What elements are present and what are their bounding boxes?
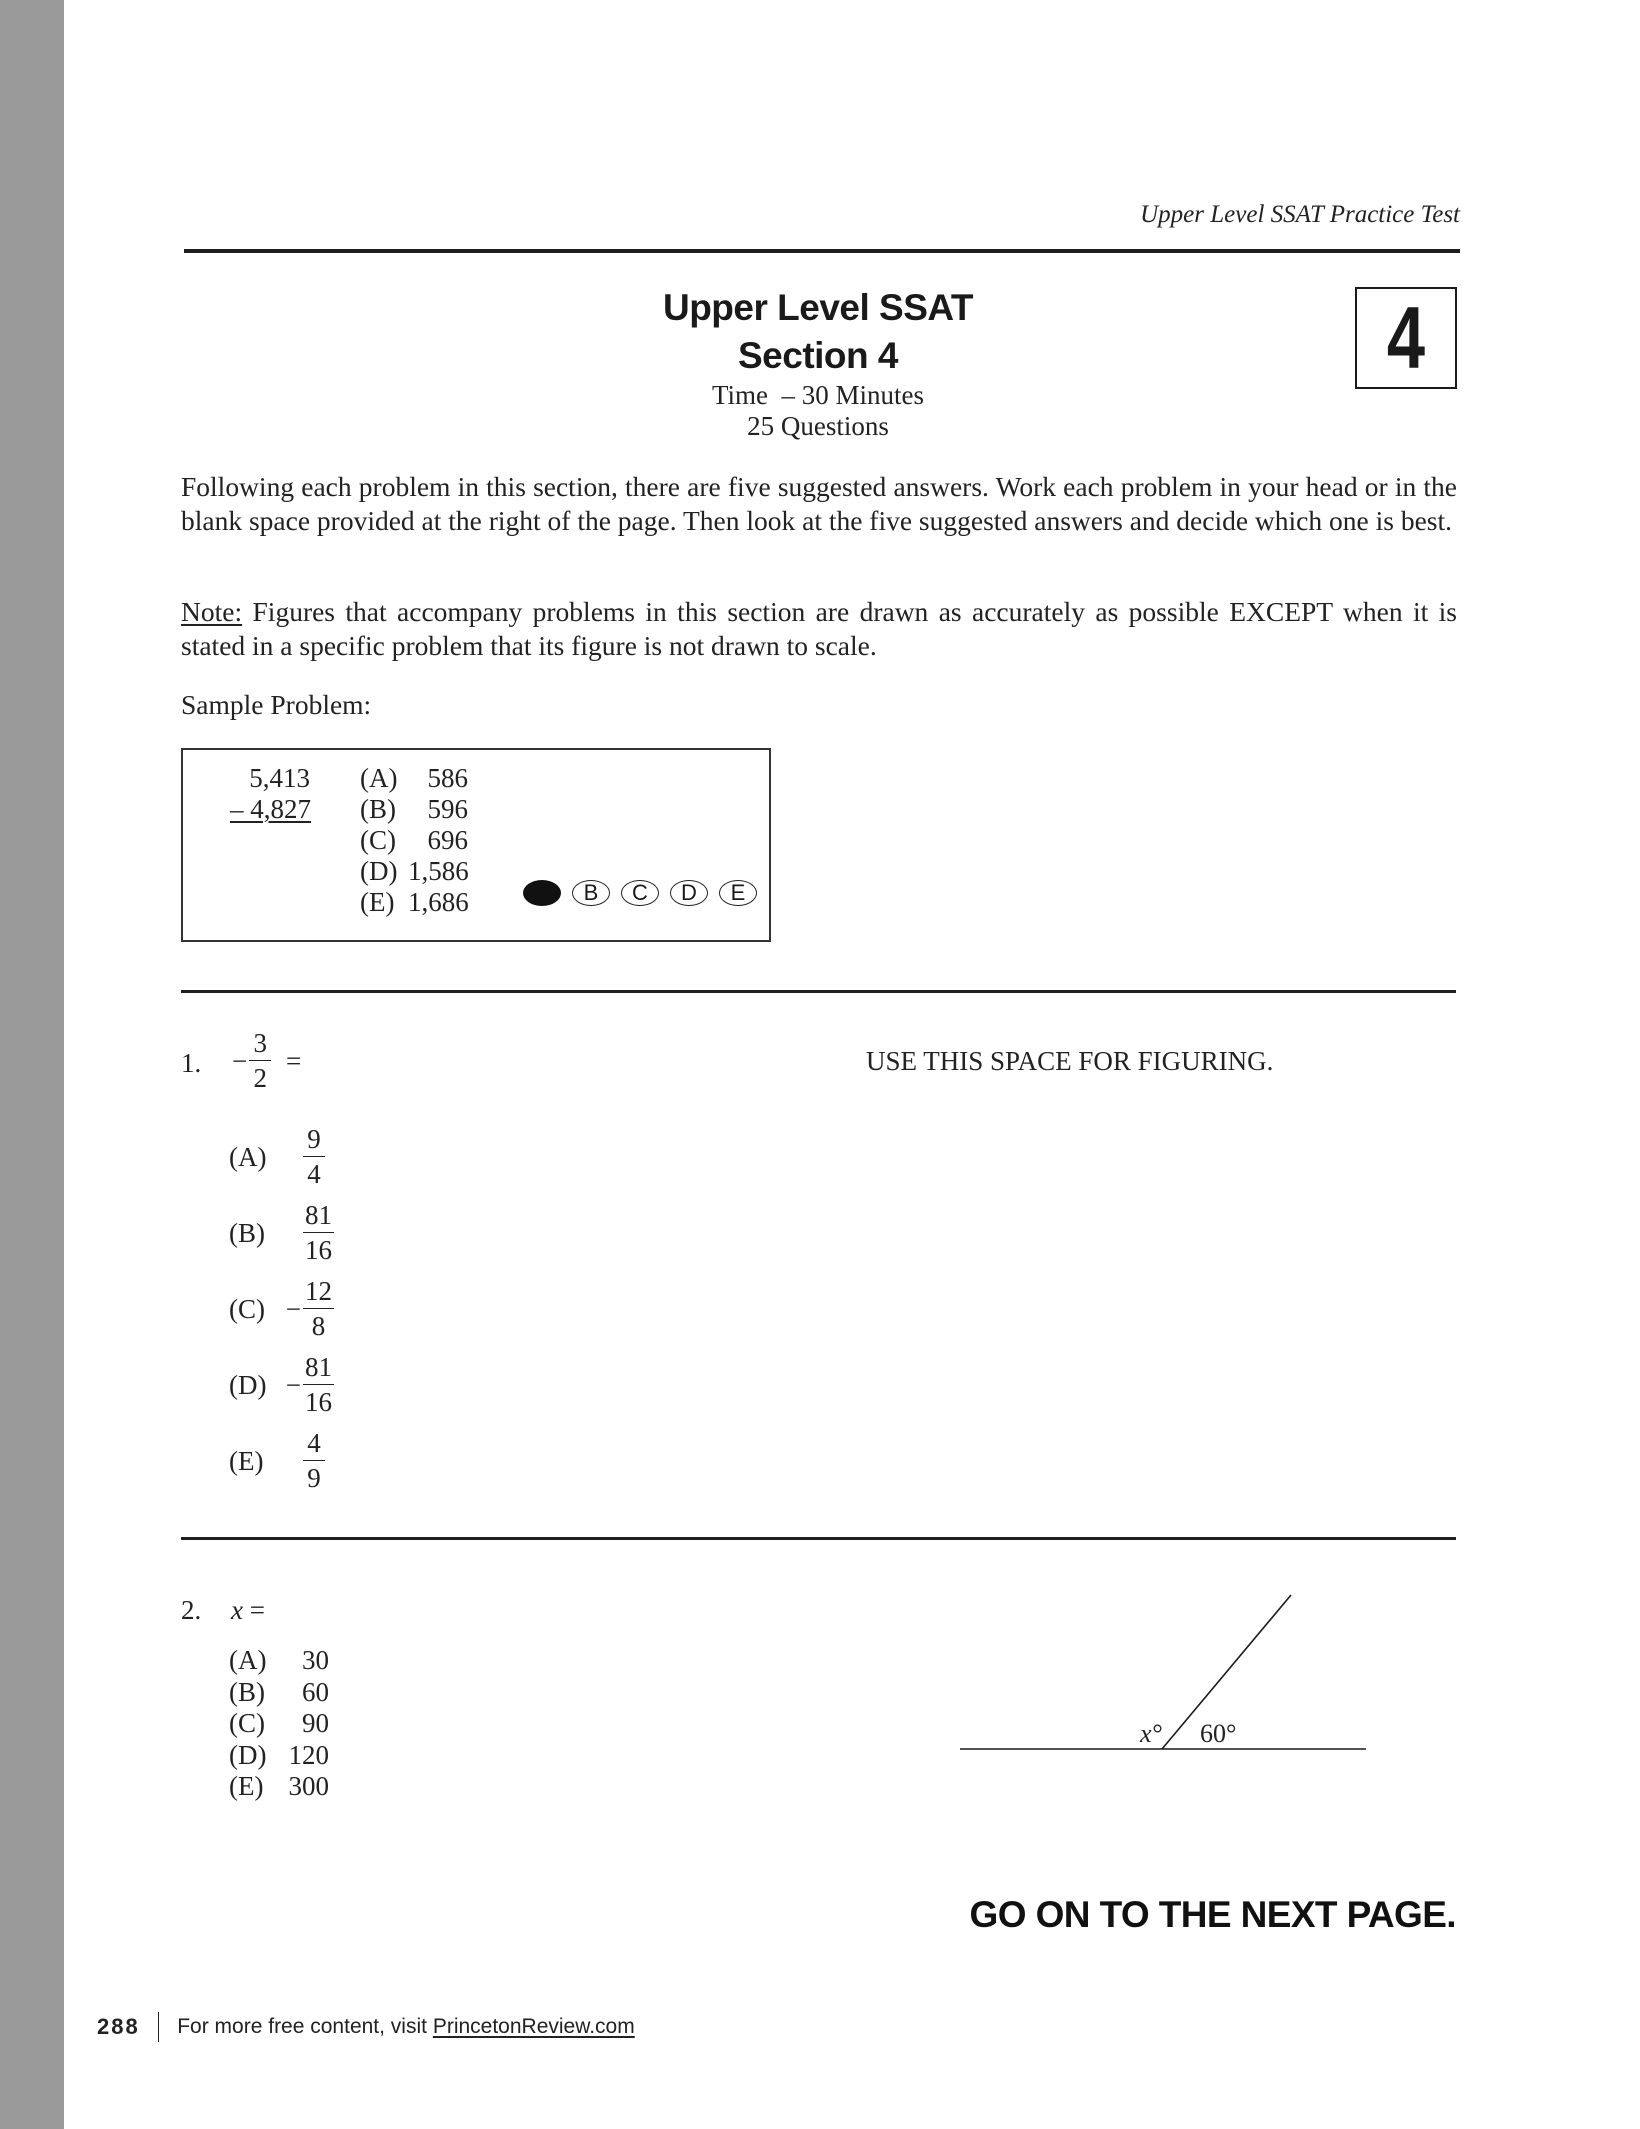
question-1-number: 1. — [181, 1048, 202, 1078]
answer-bubble-c[interactable]: C — [621, 880, 659, 906]
footer-text: For more free content, visit — [177, 2015, 433, 2038]
time-limit: Time – 30 Minutes — [711, 380, 925, 410]
answer-bubble-b[interactable]: B — [572, 880, 610, 906]
choice-value — [285, 1202, 334, 1264]
stem-sign: − — [232, 1045, 248, 1076]
choice-label: (B) — [229, 1676, 265, 1707]
sample-choice-label: (B) — [360, 794, 396, 824]
angle-figure — [950, 1585, 1370, 1765]
footer-separator — [158, 2012, 160, 2042]
stem-variable: x — [231, 1595, 243, 1625]
answer-choice[interactable] — [229, 1354, 334, 1416]
question-1-stem — [232, 1030, 301, 1092]
stem-denominator: 2 — [253, 1063, 267, 1093]
note-label: Note: — [181, 596, 243, 627]
answer-bubble-filled[interactable] — [523, 880, 561, 906]
section-number-box — [1355, 287, 1457, 389]
sample-choice-label: (A) — [360, 763, 398, 793]
choice-denominator: 16 — [305, 1235, 332, 1265]
divider-rule — [181, 990, 1456, 993]
choice-denominator: 16 — [305, 1387, 332, 1417]
choice-denominator: 4 — [307, 1159, 321, 1189]
go-on-notice: GO ON TO THE NEXT PAGE. — [969, 1894, 1456, 1935]
choice-fraction — [303, 1354, 334, 1416]
choice-label: (B) — [229, 1217, 265, 1248]
sample-choice-value: 596 — [427, 794, 468, 824]
answer-choice[interactable] — [229, 1126, 325, 1188]
choice-value — [285, 1430, 325, 1492]
choice-value: 30 — [302, 1645, 329, 1675]
running-head: Upper Level SSAT Practice Test — [1140, 201, 1460, 228]
page-edge-bar — [0, 0, 64, 2129]
choice-label: (D) — [229, 1369, 267, 1400]
choice-value: 300 — [288, 1771, 329, 1801]
sample-choice-value: 586 — [427, 763, 468, 793]
choice-numerator: 12 — [303, 1278, 334, 1309]
answer-choice[interactable] — [229, 1278, 334, 1340]
choice-value: 90 — [302, 1708, 329, 1738]
question-count: 25 Questions — [747, 411, 889, 441]
choice-fraction — [303, 1430, 325, 1492]
answer-choice[interactable] — [229, 1202, 334, 1264]
choice-denominator: 9 — [307, 1463, 321, 1493]
stem-numerator: 3 — [249, 1030, 271, 1061]
stem-equals: = — [242, 1595, 265, 1625]
sample-problem-label: Sample Problem: — [181, 689, 372, 720]
sample-choice-label: (D) — [360, 856, 398, 886]
sample-choice-value: 696 — [427, 825, 468, 855]
section-number: 4 — [1386, 288, 1426, 387]
choice-denominator: 8 — [311, 1311, 326, 1341]
instructions-paragraph: Following each problem in this section, there are five suggested answers. Work each problem in your head or in the blank space provided at the right of the page. Then look at the five suggested answers and decide which one is best. — [181, 471, 1457, 536]
choice-label: (E) — [229, 1771, 264, 1801]
sample-choice-value: 1,686 — [408, 887, 469, 917]
section-title-block — [520, 284, 1116, 442]
page-footer — [97, 2012, 635, 2042]
section-title: Section 4 — [738, 335, 898, 376]
stem-equals: = — [285, 1045, 302, 1076]
choice-value — [285, 1126, 325, 1188]
choice-label: (D) — [229, 1739, 267, 1770]
sample-choice-value: 1,586 — [408, 856, 469, 886]
test-title: Upper Level SSAT — [662, 287, 973, 328]
question-2-stem — [231, 1595, 265, 1626]
choice-numerator: 81 — [303, 1202, 334, 1233]
divider-rule — [181, 1537, 1456, 1540]
sample-subtrahend: – 4,827 — [230, 794, 311, 824]
answer-choice[interactable] — [229, 1740, 329, 1771]
choice-fraction — [303, 1126, 325, 1188]
choice-label: (C) — [229, 1293, 265, 1324]
choice-sign: − — [285, 1369, 301, 1400]
top-rule — [184, 249, 1460, 253]
angle-60-label: 60° — [1200, 1719, 1237, 1748]
answer-choice[interactable] — [229, 1677, 329, 1708]
answer-choice[interactable] — [229, 1430, 325, 1492]
answer-choice[interactable] — [229, 1708, 329, 1739]
sample-choice-label: (C) — [360, 825, 396, 855]
page-number: 288 — [97, 2014, 140, 2039]
stem-fraction — [249, 1030, 271, 1092]
choice-value — [285, 1354, 334, 1416]
princeton-review-link[interactable]: PrincetonReview.com — [432, 2015, 635, 2038]
choice-sign: − — [285, 1293, 301, 1324]
choice-numerator: 4 — [303, 1430, 325, 1461]
choice-fraction — [303, 1202, 334, 1264]
choice-numerator: 81 — [303, 1354, 334, 1385]
choice-value: 60 — [302, 1676, 329, 1707]
choice-numerator: 9 — [303, 1126, 325, 1157]
sample-choice-label: (E) — [360, 887, 395, 917]
answer-bubble-d[interactable]: D — [670, 880, 708, 906]
choice-label: (E) — [229, 1445, 264, 1476]
sample-minuend: 5,413 — [249, 763, 310, 793]
choice-label: (A) — [229, 1645, 267, 1675]
answer-choice[interactable] — [229, 1645, 329, 1676]
note-paragraph — [181, 595, 1457, 663]
angle-x-label: x° — [1140, 1719, 1162, 1748]
choice-value: 120 — [288, 1739, 329, 1770]
choice-value — [285, 1278, 334, 1340]
answer-choice[interactable] — [229, 1771, 329, 1802]
choice-label: (C) — [229, 1708, 265, 1738]
choice-fraction — [303, 1278, 334, 1340]
answer-bubble-e[interactable]: E — [719, 880, 757, 906]
choice-label: (A) — [229, 1141, 267, 1172]
note-text: Figures that accompany problems in this section are drawn as accurately as possible EXCEPT when it is stated in a specific problem that its figure is not drawn to scale. — [181, 596, 1457, 661]
question-2-number: 2. — [181, 1595, 202, 1625]
figuring-space-note: USE THIS SPACE FOR FIGURING. — [866, 1046, 1274, 1076]
